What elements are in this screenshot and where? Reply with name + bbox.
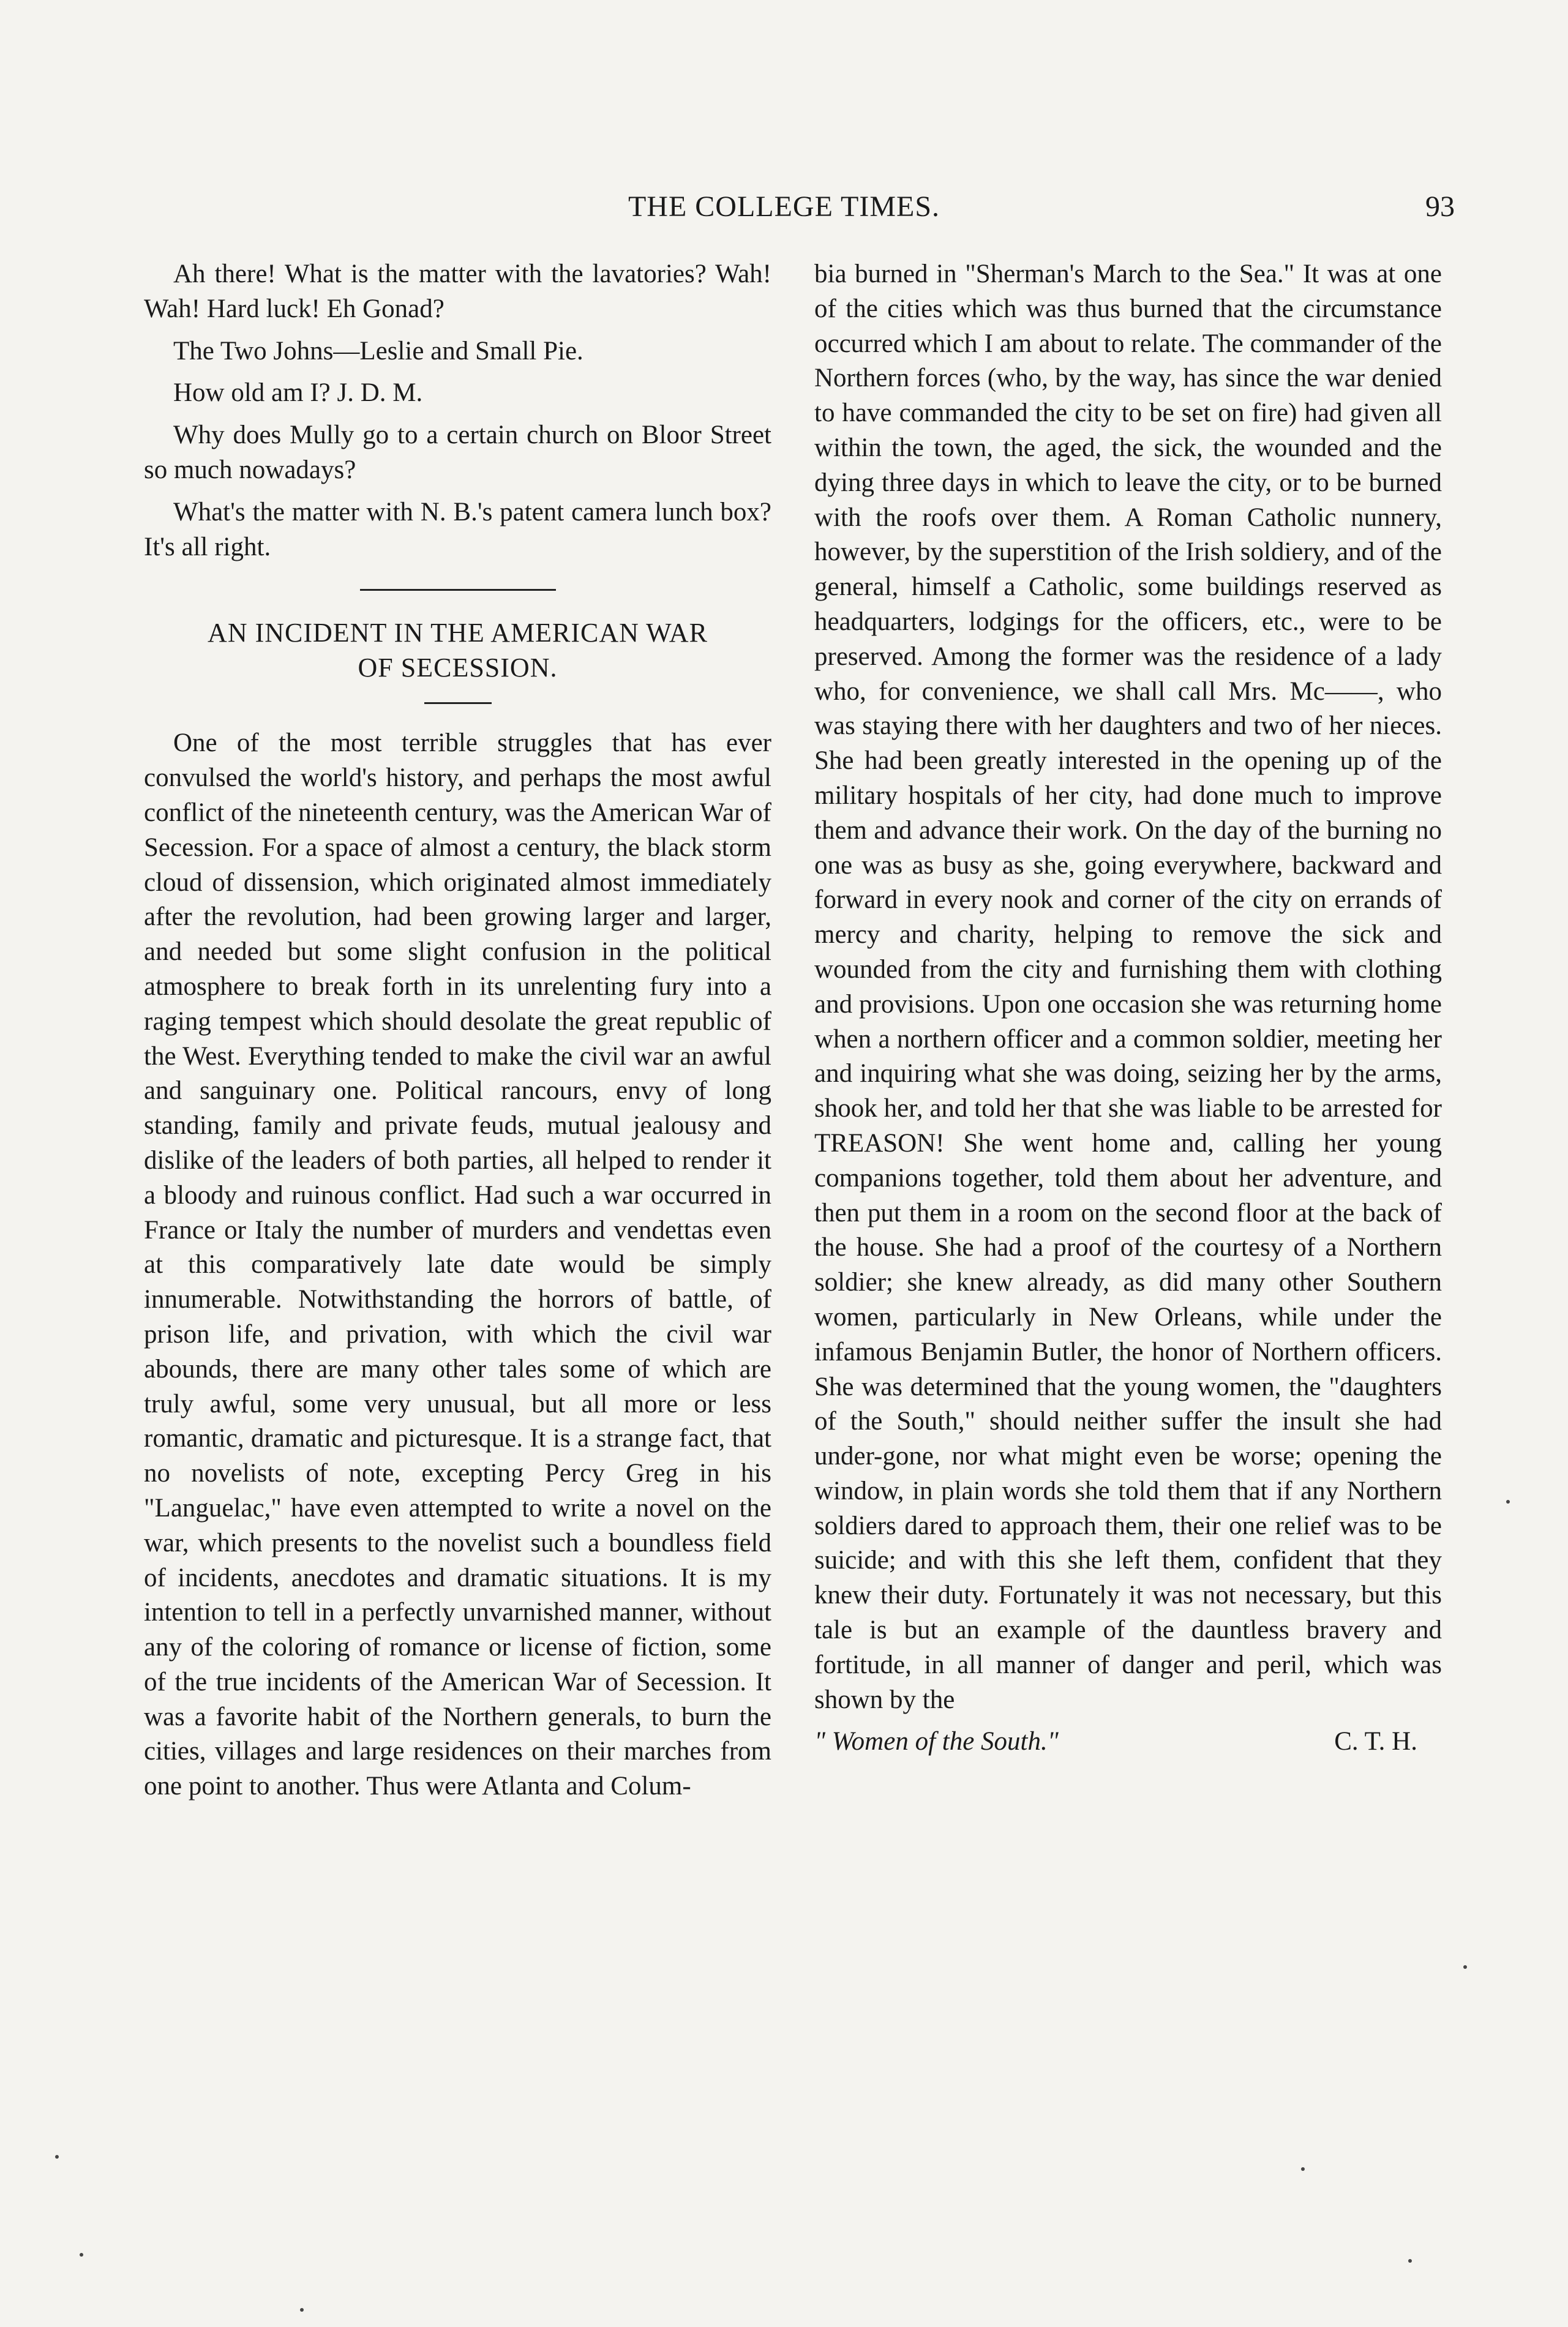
page-number: 93 bbox=[1425, 190, 1455, 223]
right-column bbox=[814, 257, 1442, 1759]
scan-speck bbox=[300, 2308, 304, 2312]
scan-speck bbox=[1463, 1965, 1467, 1969]
closing-quote: " Women of the South." bbox=[814, 1727, 1059, 1756]
scan-speck bbox=[1301, 2167, 1305, 2171]
article-body-left: One of the most terrible struggles that has ever convulsed the world's history, and perhaps the most awful conflict of the nineteenth century, was the American War of Secession. For a space of almost a century, the black storm cloud of dissension, which originated almost immediately after the revolution, had been growing larger and larger, and needed but some slight confusion in the political atmosphere to break forth in its unrelenting fury into a raging tempest which should desolate the great republic of the West. Everything tended to make the civil war an awful and sanguinary one. Political rancours, envy of long standing, family and private feuds, mutual jealousy and dislike of the leaders of both parties, all helped to render it a bloody and ruinous conflict. Had such a war occurred in France or Italy the number of murders and vendettas even at this comparatively late date would be simply innumerable. Notwithstanding the horrors of battle, of prison life, and privation, with which the civil war abounds, there are many other tales some of which are truly awful, some very unusual, but all more or less romantic, dramatic and picturesque. It is a strange fact, that no novelists of note, excepting Percy Greg in his "Languelac," have even attempted to write a novel on the war, which presents to the novelist such a boundless field of incidents, anecdotes and dramatic situations. It is my intention to tell in a perfectly unvarnished manner, without any of the coloring of romance or license of fiction, some of the true incidents of the American War of Secession. It was a favorite habit of the Northern generals, to burn the cities, villages and large residences on their marches from one point to another. Thus were Atlanta and Colum- bbox=[144, 729, 771, 1801]
section-divider bbox=[360, 589, 556, 591]
scan-speck bbox=[55, 2155, 59, 2159]
article-body-right: bia burned in "Sherman's March to the Sea." It was at one of the cities which was thus burned that the circumstance occurred which I am about to relate. The commander of the Northern forces (who, by the way, has since the war denied to have commanded the city to be set on fire) had given all within the town, the aged, the sick, the wounded and the dying three days in which to leave the city, or to be burned with the roofs over them. A Roman Catholic nunnery, however, by the superstition of the Irish soldiery, and of the general, himself a Catholic, some buildings reserved as headquarters, lodgings for the officers, etc., were to be preserved. Among the former was the residence of a lady who, for convenience, we shall call Mrs. Mc——, who was staying there with her daughters and two of her nieces. She had been greatly interested in the opening up of the military hospitals of her city, had done much to improve them and advance their work. On the day of the burning no one was as busy as she, going everywhere, backward and forward in every nook and corner of the city on errands of mercy and charity, helping to remove the sick and wounded from the city and furnishing them with clothing and provisions. Upon one occasion she was returning home when a northern officer and a common soldier, meeting her and inquiring what she was doing, seizing her by the arms, shook her, and told her that she was liable to be arrested for TREASON! She went home and, calling her young companions together, told them about her adventure, and then put them in a room on the second floor at the back of the house. She had a proof of the courtesy of a Northern soldier; she knew already, as did many other Southern women, particularly in New Orleans, while under the infamous Benjamin Butler, the honor of Northern officers. She was determined that the young women, the "daughters of the South," should neither suffer the insult she had under-gone, nor what might even be worse; opening the window, in plain words she told them that if any Northern soldiers dared to approach them, their one relief was to be suicide; and with this she left them, confident that they knew their duty. Fortunately it was not necessary, but this tale is but an example of the dauntless bravery and fortitude, in all manner of danger and peril, which was shown by the bbox=[814, 260, 1442, 1714]
note-paragraph: What's the matter with N. B.'s patent camera lunch box? It's all right. bbox=[144, 497, 771, 561]
note-paragraph: Ah there! What is the matter with the lavatories? Wah! Wah! Hard luck! Eh Gonad? bbox=[144, 260, 771, 323]
title-divider bbox=[424, 702, 492, 704]
author-signature: C. T. H. bbox=[1334, 1727, 1417, 1756]
article-title-line-2: OF SECESSION. bbox=[358, 653, 558, 683]
note-paragraph: The Two Johns—Leslie and Small Pie. bbox=[173, 336, 583, 365]
scan-speck bbox=[1408, 2259, 1412, 2263]
article-title-line-1: AN INCIDENT IN THE AMERICAN WAR bbox=[208, 618, 708, 648]
scan-speck bbox=[1506, 1500, 1510, 1504]
note-paragraph: Why does Mully go to a certain church on Bloor Street so much nowadays? bbox=[144, 421, 771, 484]
page-header bbox=[0, 190, 1568, 239]
scan-speck bbox=[80, 2253, 83, 2257]
running-title: THE COLLEGE TIMES. bbox=[628, 190, 940, 223]
left-column bbox=[144, 257, 771, 1812]
article-signoff bbox=[814, 1725, 1442, 1759]
note-paragraph: How old am I? J. D. M. bbox=[173, 378, 423, 408]
